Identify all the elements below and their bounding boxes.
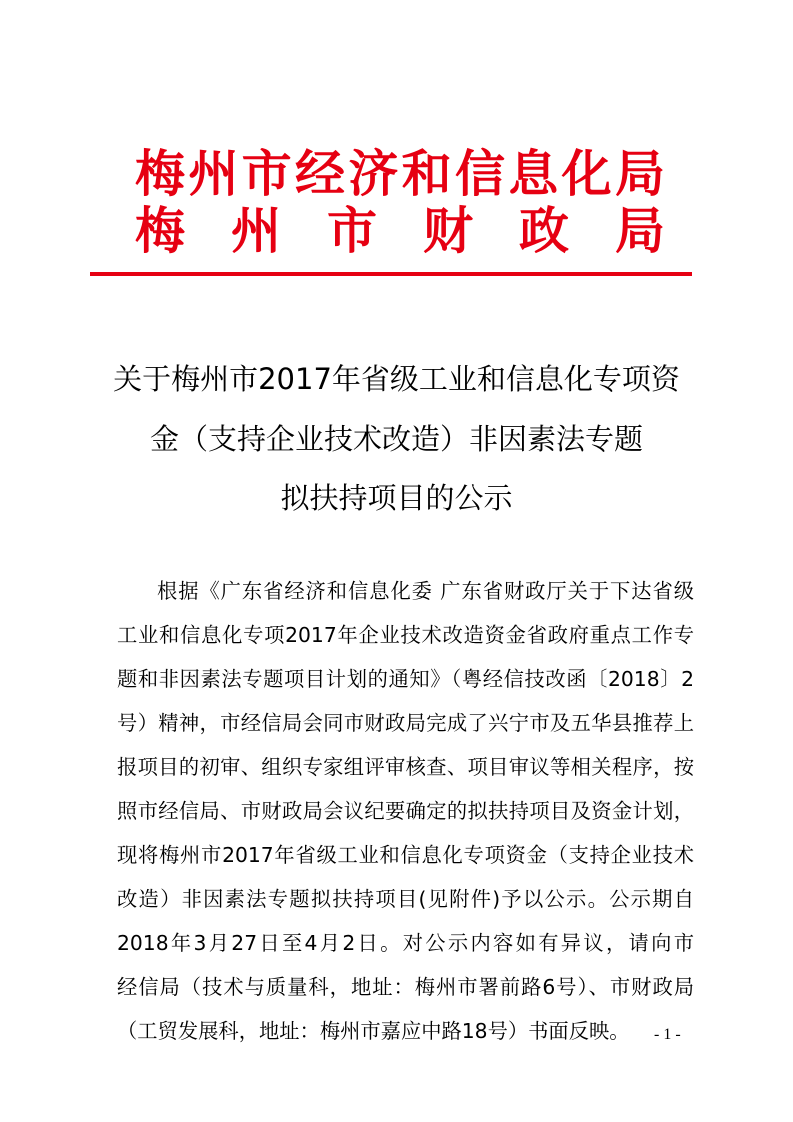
body-line: 2018年3月27日至4月2日。对公示内容如有异议，请向市: [117, 931, 694, 955]
issuer-name-finance-bureau: [135, 202, 665, 260]
page-number: - 1 -: [654, 1026, 681, 1043]
body-line: 照市经信局、市财政局会议纪要确定的拟扶持项目及资金计划，: [117, 799, 694, 823]
body-line: （工贸发展科，地址：梅州市嘉应中路18号）书面反映。: [117, 1019, 630, 1043]
body-line: 题和非因素法专题项目计划的通知》（粤经信技改函〔2018〕2: [117, 667, 694, 691]
header-char: 经: [294, 145, 345, 203]
document-title-line-2: 金（支持企业技术改造）非因素法专题: [149, 422, 643, 456]
header-char: 州: [231, 202, 281, 260]
header-char: 信: [454, 145, 505, 203]
header-char: 局: [615, 202, 665, 260]
body-line: 号）精神，市经信局会同市财政局完成了兴宁市及五华县推荐上: [117, 711, 694, 735]
body-line: 现将梅州市2017年省级工业和信息化专项资金（支持企业技术: [117, 843, 694, 867]
header-char: 息: [508, 145, 559, 203]
header-char: 州: [188, 145, 239, 203]
header-char: 局: [614, 145, 665, 203]
body-line: 工业和信息化专项2017年企业技术改造资金省政府重点工作专: [117, 623, 694, 647]
document-title-line-1: 关于梅州市2017年省级工业和信息化专项资: [113, 362, 680, 396]
header-char: 济: [348, 145, 399, 203]
body-line: 经信局（技术与质量科，地址：梅州市署前路6号）、市财政局: [117, 975, 694, 999]
header-char: 政: [519, 202, 569, 260]
header-char: 梅: [135, 145, 185, 203]
header-char: 化: [561, 145, 612, 203]
header-char: 市: [241, 145, 292, 203]
header-char: 和: [401, 145, 452, 203]
document-title-line-3: 拟扶持项目的公示: [280, 481, 513, 515]
body-line: 报项目的初审、组织专家组评审核查、项目审议等相关程序，按: [117, 755, 694, 779]
header-char: 市: [327, 202, 377, 260]
header-char: 财: [423, 202, 473, 260]
red-header-divider: [90, 272, 692, 276]
body-line: 改造）非因素法专题拟扶持项目(见附件)予以公示。公示期自: [117, 887, 694, 911]
header-char: 梅: [135, 202, 185, 260]
issuer-name-economic-bureau: [135, 145, 665, 203]
body-line: 根据《广东省经济和信息化委 广东省财政厅关于下达省级: [157, 579, 694, 603]
